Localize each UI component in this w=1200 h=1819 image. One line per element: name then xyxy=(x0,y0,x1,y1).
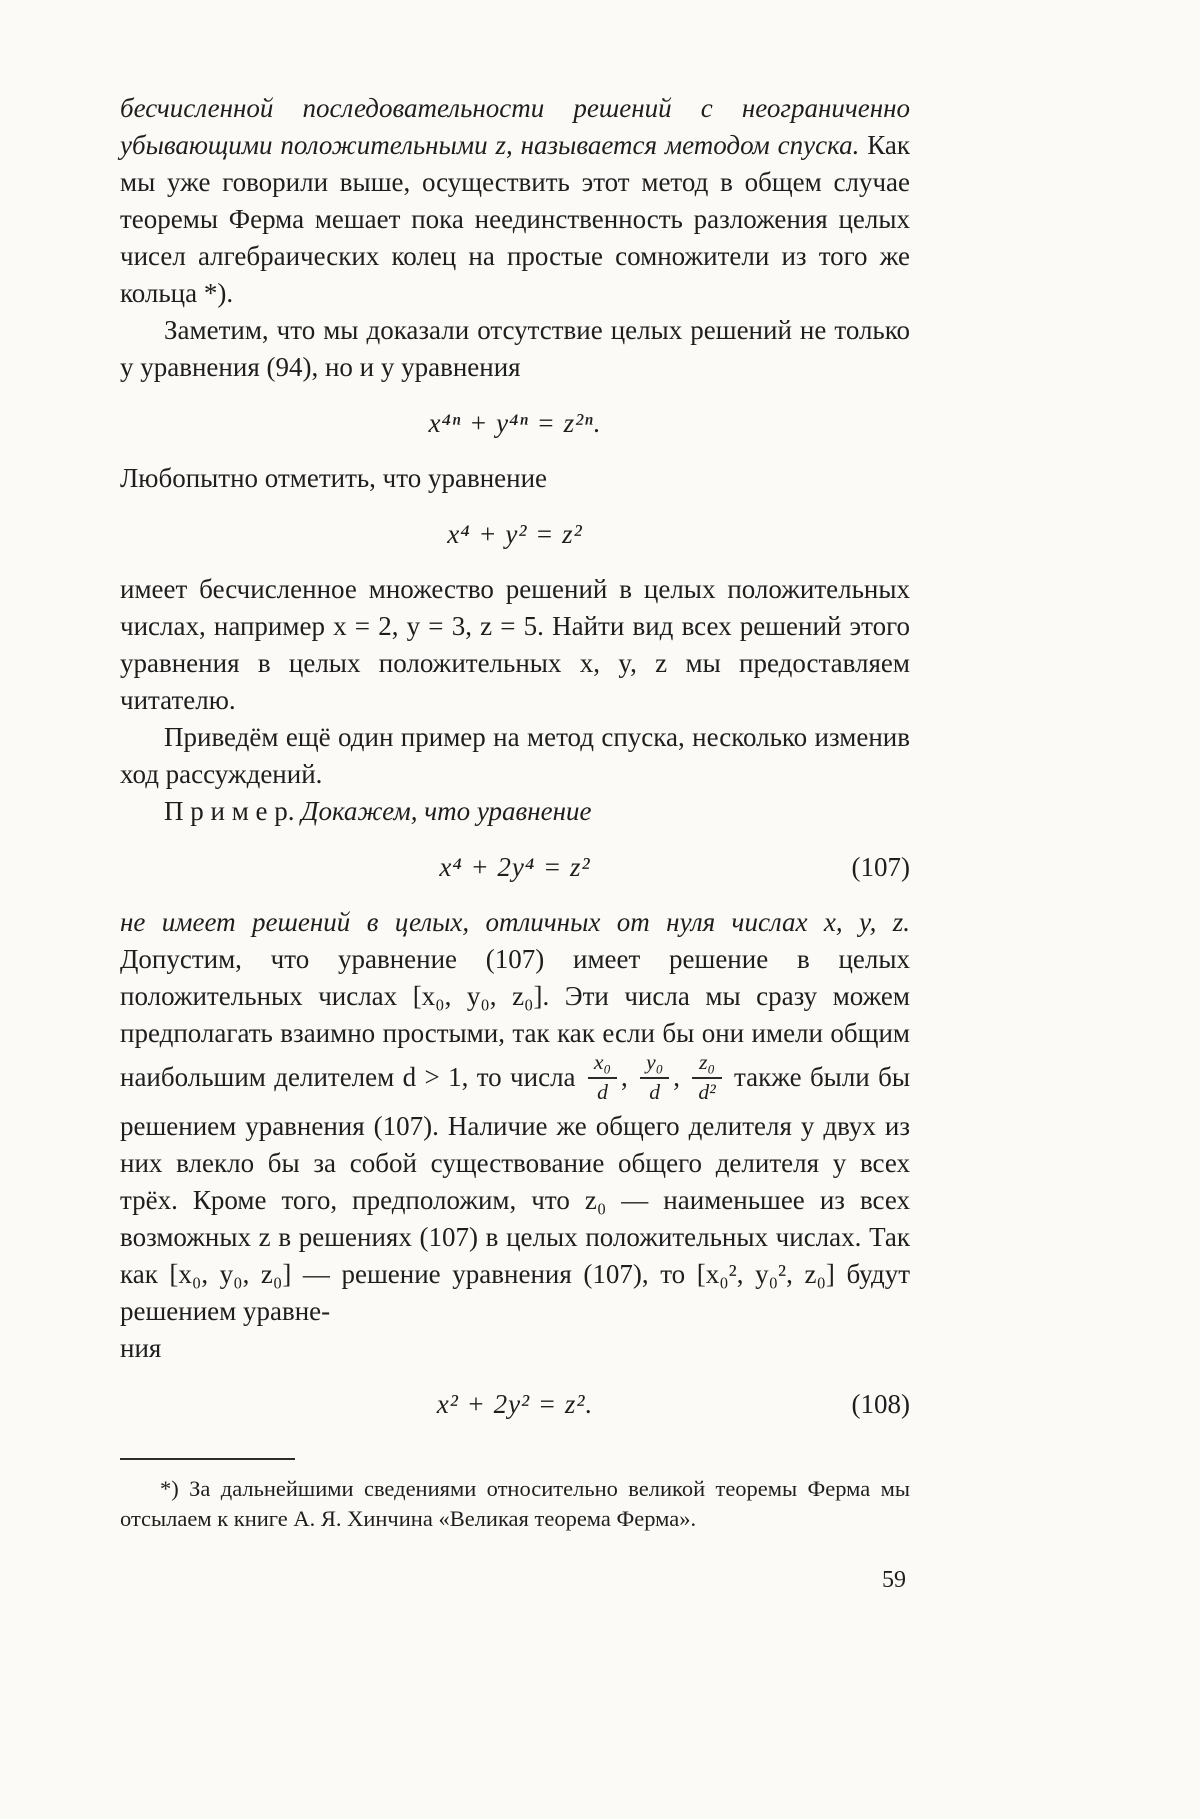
paragraph-infinite-solutions: имеет бесчисленное множество решений в целых положительных числах, например x = 2, y = 3, z = 5. Найти вид всех решений этого уравнения в целых положительных x, y, z мы предоставляем читателю. xyxy=(120,574,910,715)
equation-108 xyxy=(120,1384,910,1424)
formula-text: x⁴ⁿ + y⁴ⁿ = z²ⁿ. xyxy=(428,408,602,438)
paragraph-one-more-example: Приведём ещё один пример на метод спуска, несколько изменив ход рассуждений. xyxy=(120,722,910,789)
inline-fraction: $\frac{\text{z₀}}{\text{d²}}$ xyxy=(692,1050,721,1106)
equation-x4-y2 xyxy=(120,514,910,554)
paragraph-curious: Любопытно отметить, что уравнение xyxy=(120,463,548,493)
footnote-text: *) За дальнейшими сведениями относительно великой теоремы Ферма мы отсылаем к книге А. Я. Хинчина «Великая теорема Ферма». xyxy=(120,1475,910,1531)
text-run: , xyxy=(621,1062,637,1093)
italic-run: не имеет решений в целых, отличных от нуля числах x, y, z. xyxy=(120,907,910,937)
text-run: П р и м е р. xyxy=(164,796,302,826)
formula-text: x⁴ + y² = z² xyxy=(447,519,583,549)
text-run: Как мы уже говорили выше, осуществить этот метод в общем случае теоремы Ферма мешает пока неединственность разложения целых чисел алгебраических колец на простые сомножители из того же кольца *). xyxy=(120,130,910,308)
text-run: Допустим, что уравнение (107) имеет решение в целых положительных числах [x₀, y₀, z₀]. Эти числа мы сразу можем предполагать взаимно простыми, так как если бы они имели общим наибольшим делителем d > 1, то числа xyxy=(120,944,910,1093)
paragraph-remark: Заметим, что мы доказали отсутствие целых решений не только у уравнения (94), но и у уравнения xyxy=(120,315,910,382)
paragraph-hyphen-continuation: ния xyxy=(120,1332,162,1363)
equation-x4n xyxy=(120,403,910,443)
italic-run: Докажем, что уравнение xyxy=(301,796,592,826)
text-run: также были бы решением уравнения (107). Наличие же общего делителя у двух из них влекло бы за собой существование общего делителя у всех трёх. Кроме того, предположим, что z₀ — наименьшее из всех возможных z в решениях (107) в целых положительных числах. Так как [x₀, y₀, z₀] — решение уравнения (107), то [x₀², y₀², z₀] будут решением уравне- xyxy=(120,1062,911,1326)
equation-107 xyxy=(120,847,910,887)
formula-text: x⁴ + 2y⁴ = z² xyxy=(439,852,591,882)
inline-fraction: $\frac{\text{y₀}}{d}$ xyxy=(640,1050,669,1106)
text-run: , xyxy=(673,1062,689,1093)
footnote-separator xyxy=(120,1458,295,1460)
paragraph-example-heading xyxy=(120,793,910,830)
equation-number: (107) xyxy=(851,852,910,882)
italic-run: бесчисленной последовательности решений с неограниченно убывающими положительными z, называется методом спуска. xyxy=(120,93,910,160)
inline-fraction: $\frac{\text{x₀}}{d}$ xyxy=(588,1050,617,1106)
equation-number: (108) xyxy=(851,1388,910,1419)
paragraph-descent-method xyxy=(120,90,910,312)
page-number: 59 xyxy=(882,1566,906,1593)
text-block xyxy=(120,90,910,1599)
paragraph-proof-body xyxy=(120,904,910,1330)
formula-text: x² + 2y² = z². xyxy=(436,1388,594,1419)
